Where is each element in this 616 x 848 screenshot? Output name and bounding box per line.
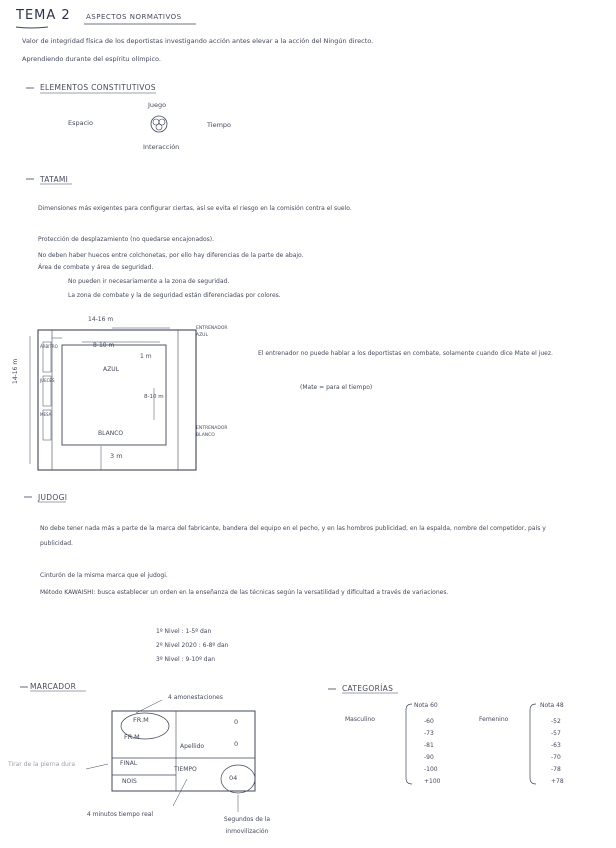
element-tiempo: Tiempo [207, 121, 232, 129]
element-juego: Juego [148, 101, 167, 109]
judogi-bullet: No debe tener nada más a parte de la marca del fabricante, bandera del equipo en el pecho, y en las hombros publicidad, en la espalda, nombre del competidor, país y publicidad. [40, 525, 546, 547]
weight-category: -52 [551, 718, 561, 725]
dan-level: 1º Nivel : 1-5º dan [156, 628, 212, 635]
scoreboard-cell: FINAL [120, 760, 138, 767]
coach-blanco-label: ENTRENADOR BLANCO [196, 426, 228, 438]
judogi-bullet: Método KAWAISHI: busca establecer un orden en la enseñanza de las técnicas según la versatilidad y dificultad a través de variaciones. [40, 589, 449, 596]
section-heading-tatami: TATAMI [40, 175, 69, 184]
femenino-subtitle: Nota 48 [540, 702, 564, 709]
weight-category: -60 [424, 718, 434, 725]
intro-bullet: Aprendiendo durante del espíritu olímpico. [22, 55, 161, 63]
weight-category: -100 [424, 766, 438, 773]
weight-category: -70 [551, 754, 561, 761]
time-note: 4 minutos tiempo real [86, 811, 154, 818]
outer-height-label: 14-16 m [12, 358, 19, 384]
page-title: TEMA 2 [16, 8, 71, 23]
weight-category: +78 [551, 778, 564, 785]
coach-note-mate: (Mate = para el tiempo) [300, 384, 373, 391]
left-side-note: Tirar de la pierna dura [8, 761, 75, 768]
weight-category: -81 [424, 742, 434, 749]
intro-bullet: Valor de integridad física de los deportistas investigando acción antes elevar a la acción del Ningún directo. [22, 37, 374, 45]
mesa-label: MESA [40, 412, 52, 417]
element-interaccion: Interacción [143, 143, 180, 151]
tatami-bullet: Dimensiones más exigentes para configurar ciertas, así se evita el riesgo en la comisión contra el suelo. [38, 205, 352, 212]
tatami-sub: No pueden ir necesariamente a la zona de seguridad. [68, 278, 230, 285]
inner-width-label: 8-10 m [93, 342, 115, 349]
section-heading-elementos: ELEMENTOS CONSTITUTIVOS [40, 83, 156, 92]
immobilization-note: Segundos de la inmovilización [223, 816, 271, 835]
outer-width-label: 14-16 m [88, 316, 114, 323]
weight-category: -63 [551, 742, 561, 749]
section-heading-marcador: MARCADOR [30, 682, 77, 691]
dan-level: 3º Nivel : 9-10º dan [156, 656, 216, 663]
scoreboard-cell: Apellido [180, 743, 205, 750]
mesa-label: ÁRBITRO [40, 344, 58, 349]
player-blanco-label: BLANCO [98, 430, 124, 437]
amonestaciones-label: 4 amonestaciones [168, 694, 223, 701]
edge-label: 1 m [140, 353, 152, 360]
judogi-bullet: Cinturón de la misma marca que el judogi. [40, 572, 168, 579]
score-value: 0 [234, 718, 239, 726]
section-heading-categorias: CATEGORÍAS [342, 684, 394, 693]
score-value: 0 [234, 740, 239, 748]
masculino-label: Masculino [345, 716, 375, 723]
weight-category: -78 [551, 766, 561, 773]
scoreboard-cell: FR.M [124, 733, 140, 741]
weight-category: -57 [551, 730, 561, 737]
time-label: TIEMPO [174, 766, 197, 773]
mesa-label: JUECES [40, 378, 55, 383]
femenino-label: Femenino [479, 716, 509, 723]
coach-azul-label: ENTRENADOR AZUL [196, 326, 228, 338]
player-azul-label: AZUL [103, 366, 119, 373]
page-subtitle: ASPECTOS NORMATIVOS [86, 13, 182, 21]
coach-note: El entrenador no puede hablar a los deportistas en combate, solamente cuando dice Mate el juez. [258, 350, 553, 357]
weight-category: +100 [424, 778, 441, 785]
element-espacio: Espacio [68, 119, 93, 127]
time-value: 04 [229, 774, 238, 782]
bottom-gap-label: 3 m [110, 452, 123, 460]
section-heading-judogi: JUDOGI [38, 493, 68, 502]
tatami-bullet: Protección de desplazamiento (no quedarse encajonados). [38, 236, 214, 243]
inner-height-label: 8-10 m [144, 394, 164, 400]
tatami-sub: La zona de combate y la de seguridad están diferenciadas por colores. [68, 292, 281, 299]
masculino-subtitle: Nota 60 [414, 702, 438, 709]
tatami-bullet: No deben haber huecos entre colchonetas, por ello hay diferencias de la parte de abajo. [38, 252, 304, 259]
scoreboard-cell: FR.M [133, 716, 149, 724]
weight-category: -73 [424, 730, 434, 737]
weight-category: -90 [424, 754, 434, 761]
tatami-bullet: Área de combate y área de seguridad. [38, 264, 154, 271]
scoreboard-cell: NOIS [122, 778, 137, 785]
dan-level: 2º Nivel 2020 : 6-8º dan [156, 642, 229, 649]
